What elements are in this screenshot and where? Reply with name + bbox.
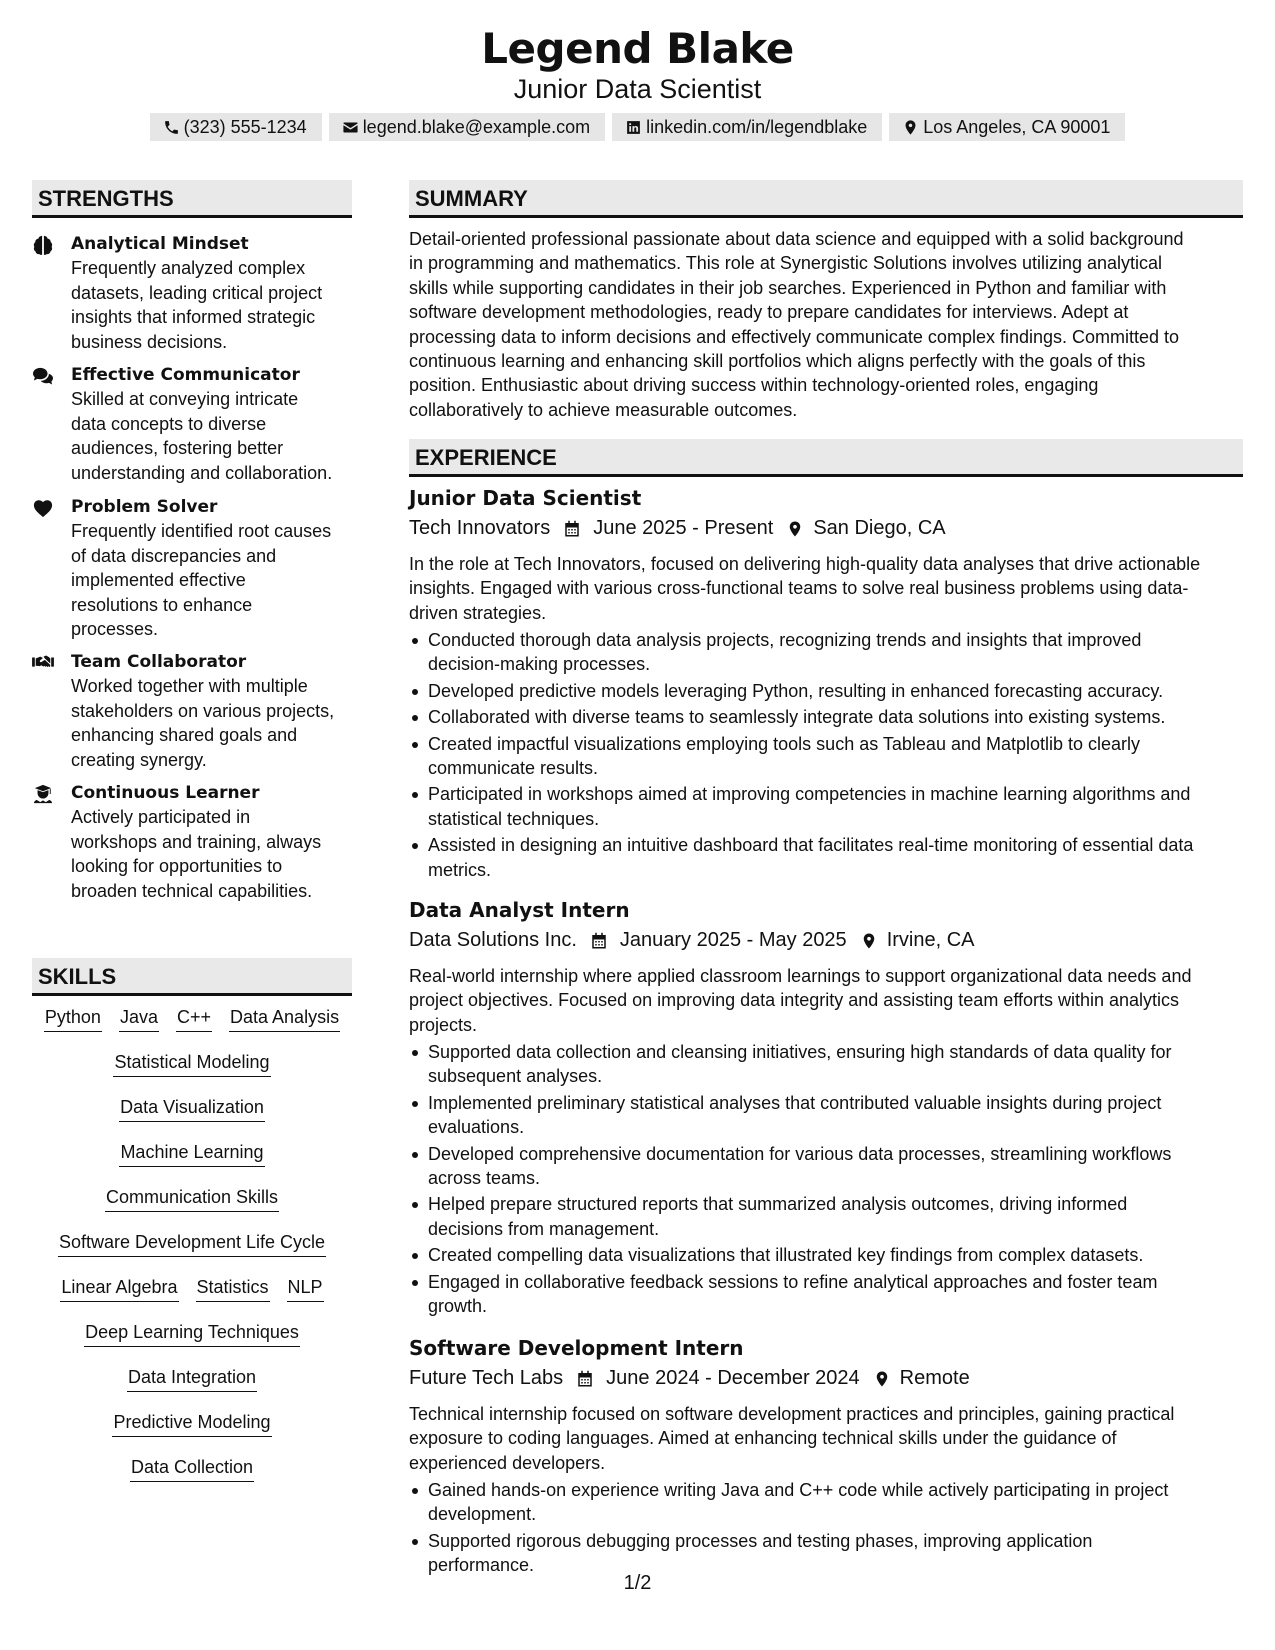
- skill-tag: Data Collection: [130, 1455, 254, 1482]
- job-title: Junior Data Scientist: [409, 486, 642, 510]
- strength-line: Skilled at conveying intricate: [71, 389, 299, 409]
- strength-item: [32, 232, 352, 354]
- skill-tag: Predictive Modeling: [112, 1410, 271, 1437]
- job-title: Software Development Intern: [409, 1336, 744, 1360]
- bullet-item: Conducted thorough data analysis projects, recognizing trends and insights that improved decision-making processes.: [409, 628, 1244, 677]
- desc-line: projects.: [409, 1014, 478, 1035]
- bullet-item: Gained hands-on experience writing Java and C++ code while actively participating in project development.: [409, 1478, 1244, 1527]
- bullet-item: Helped prepare structured reports that summarized analysis outcomes, driving informed decisions from management.: [409, 1192, 1244, 1241]
- heart-icon: [32, 498, 54, 518]
- location-pin-icon: [902, 119, 919, 136]
- bullet-item: Supported data collection and cleansing initiatives, ensuring high standards of data quality for subsequent analyses.: [409, 1040, 1244, 1089]
- summary-heading: SUMMARY: [409, 180, 1243, 218]
- location-pin-icon: [873, 1370, 891, 1388]
- strength-title: Team Collaborator: [71, 652, 247, 672]
- job-meta: [409, 1367, 970, 1390]
- strength-title: Problem Solver: [71, 497, 218, 517]
- contact-bar: [0, 113, 1275, 141]
- calendar-icon: [590, 932, 608, 950]
- strength-desc: [71, 674, 352, 772]
- job-company: Future Tech Labs: [409, 1367, 564, 1389]
- summary-line: in programming and mathematics. This role at Synergistic Solutions involves utilizing analytical: [409, 253, 1163, 274]
- skill-tag: Data Analysis: [229, 1005, 340, 1032]
- strength-item: [32, 650, 352, 772]
- strength-line: enhancing shared goals and: [71, 725, 298, 745]
- skills-row: [32, 1230, 352, 1275]
- strength-line: Frequently identified root causes: [71, 521, 332, 541]
- summary-text: [409, 227, 1239, 422]
- skill-tag: Deep Learning Techniques: [84, 1320, 300, 1347]
- job-description: [409, 1402, 1239, 1475]
- linkedin-icon: [625, 119, 642, 136]
- strength-line: looking for opportunities to: [71, 856, 283, 876]
- strength-item: [32, 363, 352, 485]
- strength-desc: [71, 519, 352, 642]
- bullet-item: Supported rigorous debugging processes and testing phases, improving application performance.: [409, 1529, 1244, 1578]
- skills-row: [32, 1005, 352, 1050]
- bullet-item: Developed comprehensive documentation for various data processes, streamlining workflows across teams.: [409, 1142, 1244, 1191]
- job-bullets: [409, 1478, 1244, 1580]
- envelope-icon: [342, 119, 359, 136]
- job-location: Irvine, CA: [886, 929, 975, 951]
- desc-line: In the role at Tech Innovators, focused on delivering high-quality data analyses that drive actionable: [409, 554, 1201, 574]
- desc-line: Real-world internship where applied classroom learnings to support organizational data needs and: [409, 966, 1192, 986]
- strength-line: of data discrepancies and: [71, 545, 277, 566]
- desc-line: project objectives. Focused on improving data integrity and assisting team efforts within analytics: [409, 990, 1180, 1011]
- strength-line: understanding and collaboration.: [71, 462, 333, 483]
- strength-line: Frequently analyzed complex: [71, 258, 306, 278]
- job-description: [409, 964, 1239, 1037]
- strength-item: [32, 781, 352, 903]
- skill-tag: Python: [44, 1005, 102, 1032]
- bullet-item: Created compelling data visualizations that illustrated key findings from complex datasets.: [409, 1243, 1244, 1267]
- job-dates: January 2025 - May 2025: [619, 929, 847, 951]
- desc-line: insights. Engaged with various cross-functional teams to solve real business problems using data-: [409, 578, 1189, 599]
- contact-linkedin[interactable]: [612, 113, 882, 141]
- skills-row: [32, 1095, 352, 1140]
- summary-line: processing data to inform decisions and effectively communicate complex findings. Committed to: [409, 326, 1180, 347]
- strength-line: implemented effective: [71, 570, 246, 590]
- job-meta: [409, 517, 946, 540]
- bullet-item: Implemented preliminary statistical analyses that contributed valuable insights during project evaluations.: [409, 1091, 1244, 1140]
- bullet-item: Engaged in collaborative feedback sessions to refine analytical approaches and foster team growth.: [409, 1270, 1244, 1319]
- phone-text: (323) 555-1234: [183, 116, 307, 137]
- job-bullets: [409, 628, 1244, 884]
- strength-line: stakeholders on various projects,: [71, 700, 335, 721]
- strength-line: workshops and training, always: [71, 831, 322, 852]
- skills-row: [32, 1275, 352, 1320]
- location-text: Los Angeles, CA 90001: [923, 116, 1111, 137]
- bullet-item: Developed predictive models leveraging Python, resulting in enhanced forecasting accuracy.: [409, 679, 1244, 703]
- bullet-item: Collaborated with diverse teams to seamlessly integrate data solutions into existing systems.: [409, 705, 1244, 729]
- summary-line: continuous learning and enhancing skill portfolios which aligns perfectly with the goals of this: [409, 351, 1146, 372]
- contact-phone: [150, 113, 322, 141]
- skills-row: [32, 1185, 352, 1230]
- candidate-title: Junior Data Scientist: [513, 74, 762, 104]
- skill-tag: Data Integration: [127, 1365, 257, 1392]
- strength-line: Worked together with multiple: [71, 676, 308, 696]
- summary-line: software development methodologies, ready to prepare candidates for interviews. Adept at: [409, 302, 1129, 323]
- job-title: Data Analyst Intern: [409, 898, 630, 922]
- comments-icon: [32, 366, 54, 386]
- calendar-icon: [563, 520, 581, 538]
- skills-row: [32, 1320, 352, 1365]
- summary-line: collaboratively to achieve measurable outcomes.: [409, 399, 798, 420]
- strength-line: resolutions to enhance: [71, 594, 253, 615]
- candidate-name: Legend Blake: [481, 24, 794, 73]
- strength-title: Analytical Mindset: [71, 234, 249, 254]
- job-company: Tech Innovators: [409, 517, 551, 539]
- skill-tag: Linear Algebra: [60, 1275, 178, 1302]
- job-description: [409, 552, 1239, 625]
- job-dates: June 2025 - Present: [593, 517, 774, 539]
- summary-line: position. Enthusiastic about driving success within technology-oriented roles, engaging: [409, 375, 1099, 396]
- skill-tag: Statistical Modeling: [113, 1050, 270, 1077]
- skill-tag: C++: [176, 1005, 212, 1032]
- strength-item: [32, 495, 352, 642]
- page-number: 1/2: [623, 1572, 652, 1594]
- strength-desc: [71, 805, 352, 903]
- skills-row: [32, 1140, 352, 1185]
- skills-list: [32, 1005, 352, 1500]
- strength-line: data concepts to diverse: [71, 413, 267, 434]
- skill-tag: Software Development Life Cycle: [58, 1230, 326, 1257]
- bullet-item: Participated in workshops aimed at improving competencies in machine learning algorithms and statistical techniques.: [409, 782, 1244, 831]
- job-meta: [409, 929, 975, 952]
- skills-row: [32, 1410, 352, 1455]
- desc-line: Technical internship focused on software development practices and principles, gaining practical: [409, 1404, 1175, 1424]
- job-location: Remote: [899, 1367, 970, 1389]
- skills-heading: SKILLS: [32, 958, 352, 996]
- desc-line: exposure to coding languages. Aimed at enhancing technical skills under the guidance of: [409, 1428, 1117, 1449]
- strength-line: processes.: [71, 619, 159, 639]
- strength-desc: [71, 387, 352, 485]
- desc-line: driven strategies.: [409, 602, 547, 623]
- summary-line: Detail-oriented professional passionate about data science and equipped with a solid background: [409, 229, 1184, 249]
- brain-icon: [32, 235, 54, 255]
- skill-tag: NLP: [287, 1275, 324, 1302]
- linkedin-text: linkedin.com/in/legendblake: [646, 116, 868, 137]
- job-dates: June 2024 - December 2024: [606, 1367, 860, 1389]
- email-text: legend.blake@example.com: [362, 116, 591, 137]
- job-bullets: [409, 1040, 1244, 1320]
- calendar-icon: [576, 1370, 594, 1388]
- skill-tag: Communication Skills: [105, 1185, 279, 1212]
- strength-title: Effective Communicator: [71, 365, 300, 385]
- strength-line: audiences, fostering better: [71, 438, 284, 458]
- handshake-icon: [32, 653, 54, 673]
- skills-row: [32, 1365, 352, 1410]
- contact-location: [889, 113, 1125, 141]
- skills-row: [32, 1455, 352, 1500]
- location-pin-icon: [786, 520, 804, 538]
- job-location: San Diego, CA: [813, 517, 946, 539]
- phone-icon: [163, 119, 180, 136]
- strength-line: datasets, leading critical project: [71, 282, 323, 303]
- strength-line: creating synergy.: [71, 749, 207, 770]
- strength-line: business decisions.: [71, 331, 228, 352]
- strength-line: insights that informed strategic: [71, 307, 316, 327]
- strength-title: Continuous Learner: [71, 783, 260, 803]
- bullet-item: Assisted in designing an intuitive dashboard that facilitates real-time monitoring of essential data metrics.: [409, 833, 1244, 882]
- strengths-heading: STRENGTHS: [32, 180, 352, 218]
- strength-line: Actively participated in: [71, 807, 251, 827]
- skill-tag: Java: [119, 1005, 159, 1032]
- skills-row: [32, 1050, 352, 1095]
- skill-tag: Machine Learning: [119, 1140, 264, 1167]
- desc-line: experienced developers.: [409, 1452, 606, 1473]
- bullet-item: Created impactful visualizations employing tools such as Tableau and Matplotlib to clearly communicate results.: [409, 732, 1244, 781]
- strength-desc: [71, 256, 352, 354]
- skill-tag: Statistics: [196, 1275, 270, 1302]
- skill-tag: Data Visualization: [119, 1095, 265, 1122]
- contact-email[interactable]: [329, 113, 605, 141]
- experience-heading: EXPERIENCE: [409, 439, 1243, 477]
- location-pin-icon: [860, 932, 878, 950]
- strength-line: broaden technical capabilities.: [71, 880, 313, 901]
- summary-line: skills while supporting candidates in their job searches. Experienced in Python and familiar with: [409, 277, 1167, 298]
- graduate-icon: [32, 784, 54, 804]
- job-company: Data Solutions Inc.: [409, 929, 577, 951]
